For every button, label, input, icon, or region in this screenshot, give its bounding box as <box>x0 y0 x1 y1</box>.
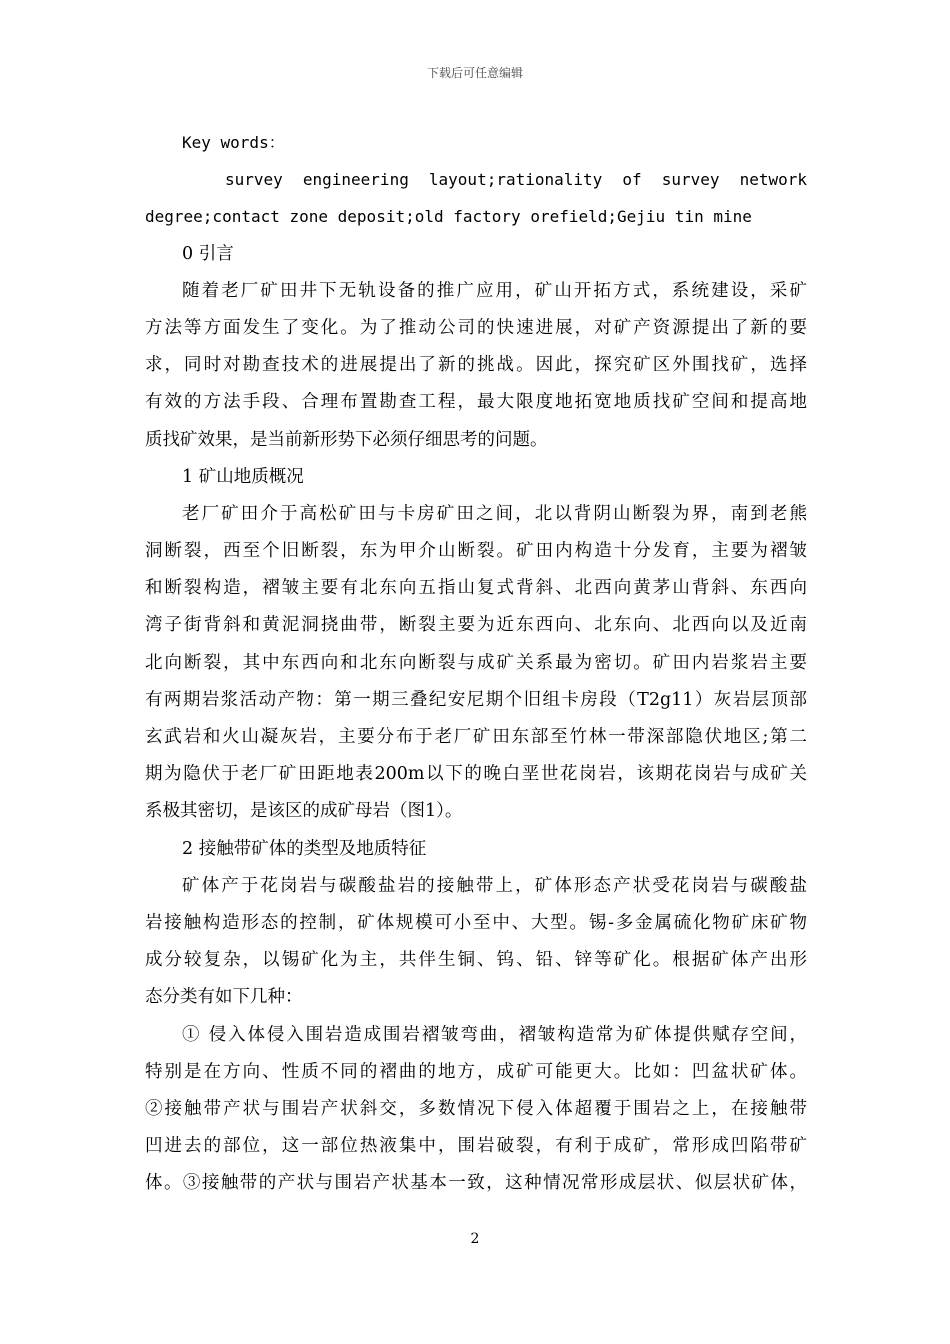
paragraph-line: 随着老厂矿田井下无轨设备的推广应用，矿山开拓方式，系统建设，采矿 <box>182 280 807 301</box>
paragraph-line: 矿体产于花岗岩与碳酸盐岩的接触带上，矿体形态产状受花岗岩与碳酸盐 <box>182 875 807 896</box>
keywords-line-1: survey engineering layout;rationality of survey network <box>225 170 807 190</box>
section-heading-geology: 1 矿山地质概况 <box>182 466 304 487</box>
paragraph-line: 质找矿效果，是当前新形势下必须仔细思考的问题。 <box>145 429 548 450</box>
paragraph-line: 体。③接触带的产状与围岩产状基本一致，这种情况常形成层状、似层状矿体， <box>145 1173 807 1194</box>
page-number: 2 <box>470 1231 480 1247</box>
paragraph-line: 特别是在方向、性质不同的褶曲的地方，成矿可能更大。比如：凹盆状矿体。 <box>145 1061 807 1082</box>
section-heading-intro: 0 引言 <box>182 243 234 264</box>
paragraph-line: 系极其密切，是该区的成矿母岩（图1）。 <box>145 801 463 822</box>
paragraph-line: 态分类有如下几种： <box>145 987 303 1008</box>
paragraph-line: 洞断裂，西至个旧断裂，东为甲介山断裂。矿田内构造十分发育，主要为褶皱 <box>145 541 807 562</box>
paragraph-line: 期为隐伏于老厂矿田距地表200m以下的晚白垩世花岗岩，该期花岗岩与成矿关 <box>145 764 807 785</box>
keywords-label: Key words： <box>182 133 285 152</box>
keywords-line-2: degree;contact zone deposit;old factory orefield;Gejiu tin mine <box>145 207 752 227</box>
paragraph-line: 求，同时对勘查技术的进展提出了新的挑战。因此，探究矿区外围找矿，选择 <box>145 355 807 376</box>
paragraph-line: ②接触带产状与围岩产状斜交，多数情况下侵入体超覆于围岩之上，在接触带 <box>145 1098 807 1119</box>
paragraph-line: 有两期岩浆活动产物：第一期三叠纪安尼期个旧组卡房段（T2g11）灰岩层顶部 <box>145 689 807 710</box>
section-heading-contact: 2 接触带矿体的类型及地质特征 <box>182 838 427 859</box>
paragraph-line: 成分较复杂，以锡矿化为主，共伴生铜、钨、铅、锌等矿化。根据矿体产出形 <box>145 950 807 971</box>
paragraph-line: 玄武岩和火山凝灰岩，主要分布于老厂矿田东部至竹林一带深部隐伏地区;第二 <box>145 727 807 747</box>
paragraph-line: 岩接触构造形态的控制，矿体规模可小至中、大型。锡-多金属硫化物矿床矿物 <box>145 912 807 933</box>
paragraph-line: 凹进去的部位，这一部位热液集中，围岩破裂，有利于成矿，常形成凹陷带矿 <box>145 1136 807 1157</box>
paragraph-line: 老厂矿田介于高松矿田与卡房矿田之间，北以背阴山断裂为界，南到老熊 <box>182 503 807 524</box>
paragraph-line: 北向断裂，其中东西向和北东向断裂与成矿关系最为密切。矿田内岩浆岩主要 <box>145 652 807 673</box>
page-header: 下载后可任意编辑 <box>426 66 523 80</box>
paragraph-line: 湾子街背斜和黄泥洞挠曲带，断裂主要为近东西向、北东向、北西向以及近南 <box>145 615 807 636</box>
paragraph-line: 方法等方面发生了变化。为了推动公司的快速进展，对矿产资源提出了新的要 <box>145 317 807 338</box>
paragraph-line: 和断裂构造，褶皱主要有北东向五指山复式背斜、北西向黄茅山背斜、东西向 <box>145 578 807 599</box>
paragraph-line: ① 侵入体侵入围岩造成围岩褶皱弯曲，褶皱构造常为矿体提供赋存空间， <box>182 1024 807 1045</box>
paragraph-line: 有效的方法手段、合理布置勘查工程，最大限度地拓宽地质找矿空间和提高地 <box>145 392 807 413</box>
document-body <box>145 124 807 1202</box>
